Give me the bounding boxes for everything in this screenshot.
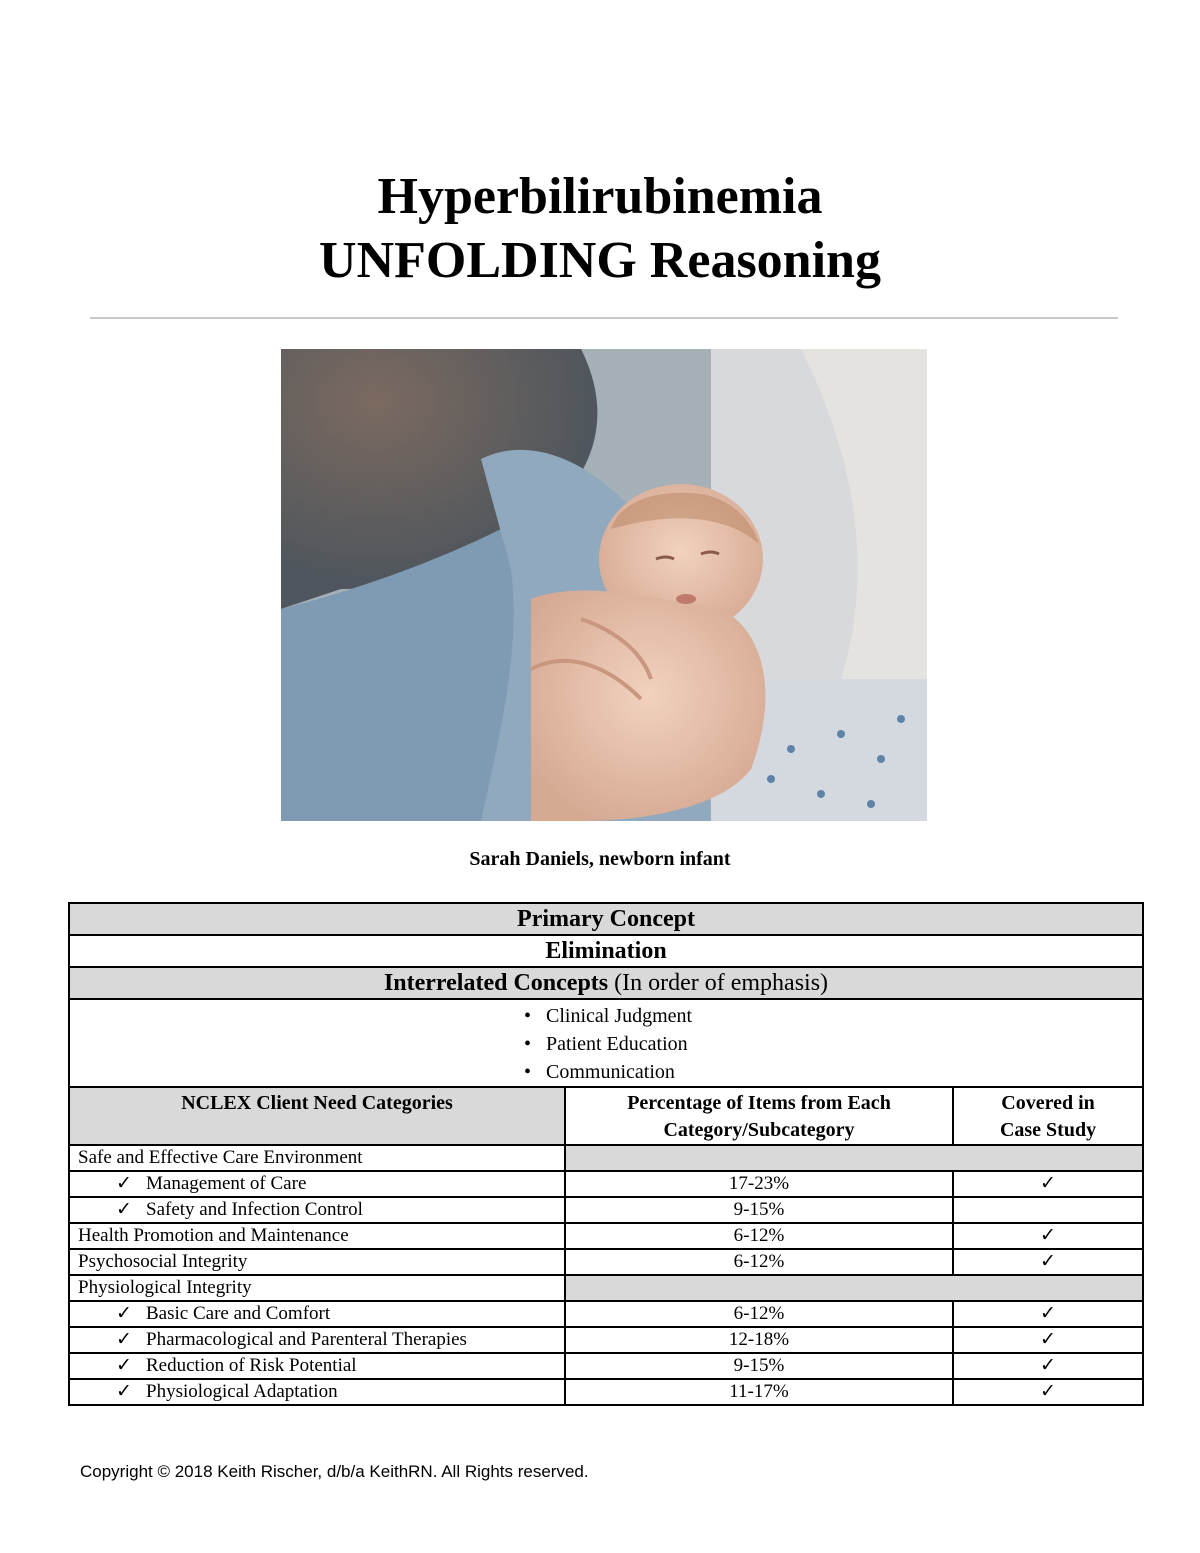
column-header-category-text: NCLEX Client Need Categories (181, 1092, 453, 1114)
column-header-covered-line-2: Case Study (999, 1119, 1097, 1141)
checkmark-icon: ✓ (116, 1173, 132, 1194)
checkmark-icon: ✓ (116, 1329, 132, 1350)
copyright-notice: Copyright © 2018 Keith Rischer, d/b/a KeithRN. All Rights reserved. (80, 1462, 589, 1481)
interrelated-concepts-list-row (69, 999, 1143, 1087)
interrelated-concept-label: Clinical Judgment (546, 1005, 693, 1027)
primary-concept-header-row (69, 903, 1143, 935)
photo-caption: Sarah Daniels, newborn infant (469, 848, 731, 870)
column-header-covered-line-1: Covered in (1001, 1092, 1095, 1114)
category-cell (69, 1249, 565, 1275)
percentage-cell: 6-12% (565, 1249, 953, 1275)
category-label: Pharmacological and Parenteral Therapies (146, 1329, 467, 1350)
percentage-cell: 6-12% (565, 1223, 953, 1249)
category-label: Safe and Effective Care Environment (78, 1147, 363, 1168)
covered-check-cell (953, 1197, 1143, 1223)
checkmark-icon: ✓ (116, 1303, 132, 1324)
interrelated-concepts-list-cell (69, 999, 1143, 1087)
category-label: Psychosocial Integrity (78, 1251, 248, 1272)
category-cell (69, 1197, 565, 1223)
covered-check-cell: ✓ (953, 1379, 1143, 1405)
horizontal-divider (90, 317, 1118, 319)
document-title (0, 165, 1200, 293)
category-label: Management of Care (146, 1173, 307, 1194)
category-cell (69, 1275, 565, 1301)
checkmark-icon: ✓ (116, 1381, 132, 1402)
interrelated-concepts-list (70, 1002, 1142, 1086)
interrelated-concepts-note: (In order of emphasis) (614, 970, 829, 996)
percentage-cell: 6-12% (565, 1301, 953, 1327)
percentage-cell: 12-18% (565, 1327, 953, 1353)
column-header-percentage-line-1: Percentage of Items from Each (627, 1092, 891, 1114)
title-line-2: UNFOLDING Reasoning (319, 232, 881, 289)
column-header-percentage (565, 1087, 953, 1145)
category-label: Physiological Integrity (78, 1277, 252, 1298)
category-label: Basic Care and Comfort (146, 1303, 331, 1324)
table-row (69, 1301, 1143, 1327)
table-row (69, 1171, 1143, 1197)
column-header-covered (953, 1087, 1143, 1145)
category-cell (69, 1223, 565, 1249)
interrelated-concept-item (520, 1030, 1142, 1058)
table-row (69, 1379, 1143, 1405)
bullet-icon: • (524, 1061, 532, 1083)
column-header-category (69, 1087, 565, 1145)
interrelated-concept-item (520, 1002, 1142, 1030)
covered-check-cell: ✓ (953, 1171, 1143, 1197)
category-cell (69, 1301, 565, 1327)
category-cell (69, 1171, 565, 1197)
table-row (69, 1275, 1143, 1301)
group-shaded-cell (565, 1145, 1143, 1171)
newborn-photo (281, 349, 927, 821)
newborn-photo-illustration (281, 349, 927, 821)
checkmark-icon: ✓ (116, 1199, 132, 1220)
interrelated-concepts-header (69, 967, 1143, 999)
category-label: Safety and Infection Control (146, 1199, 363, 1220)
concepts-table (68, 902, 1144, 1406)
percentage-cell: 17-23% (565, 1171, 953, 1197)
category-cell (69, 1353, 565, 1379)
primary-concept-header: Primary Concept (69, 903, 1143, 935)
category-label: Health Promotion and Maintenance (78, 1225, 349, 1246)
covered-check-cell: ✓ (953, 1327, 1143, 1353)
category-label: Physiological Adaptation (146, 1381, 338, 1402)
interrelated-concepts-header-row (69, 967, 1143, 999)
title-line-1: Hyperbilirubinemia (377, 168, 823, 225)
table-row (69, 1145, 1143, 1171)
checkmark-icon: ✓ (116, 1355, 132, 1376)
category-label: Reduction of Risk Potential (146, 1355, 357, 1376)
percentage-cell: 11-17% (565, 1379, 953, 1405)
table-row (69, 1353, 1143, 1379)
primary-concept-value: Elimination (69, 935, 1143, 967)
interrelated-concepts-title: Interrelated Concepts (383, 970, 609, 996)
table-row (69, 1327, 1143, 1353)
column-header-row (69, 1087, 1143, 1145)
column-header-percentage-line-2: Category/Subcategory (663, 1119, 855, 1141)
category-cell (69, 1327, 565, 1353)
bullet-icon: • (524, 1005, 532, 1027)
table-row (69, 1197, 1143, 1223)
percentage-cell: 9-15% (565, 1353, 953, 1379)
covered-check-cell: ✓ (953, 1301, 1143, 1327)
bullet-icon: • (524, 1033, 532, 1055)
category-cell (69, 1145, 565, 1171)
category-cell (69, 1379, 565, 1405)
table-row (69, 1223, 1143, 1249)
primary-concept-value-row (69, 935, 1143, 967)
covered-check-cell: ✓ (953, 1223, 1143, 1249)
covered-check-cell: ✓ (953, 1249, 1143, 1275)
interrelated-concept-item (520, 1058, 1142, 1086)
table-row (69, 1249, 1143, 1275)
percentage-cell: 9-15% (565, 1197, 953, 1223)
interrelated-concept-label: Patient Education (546, 1033, 688, 1055)
group-shaded-cell (565, 1275, 1143, 1301)
interrelated-concept-label: Communication (546, 1061, 675, 1083)
covered-check-cell: ✓ (953, 1353, 1143, 1379)
